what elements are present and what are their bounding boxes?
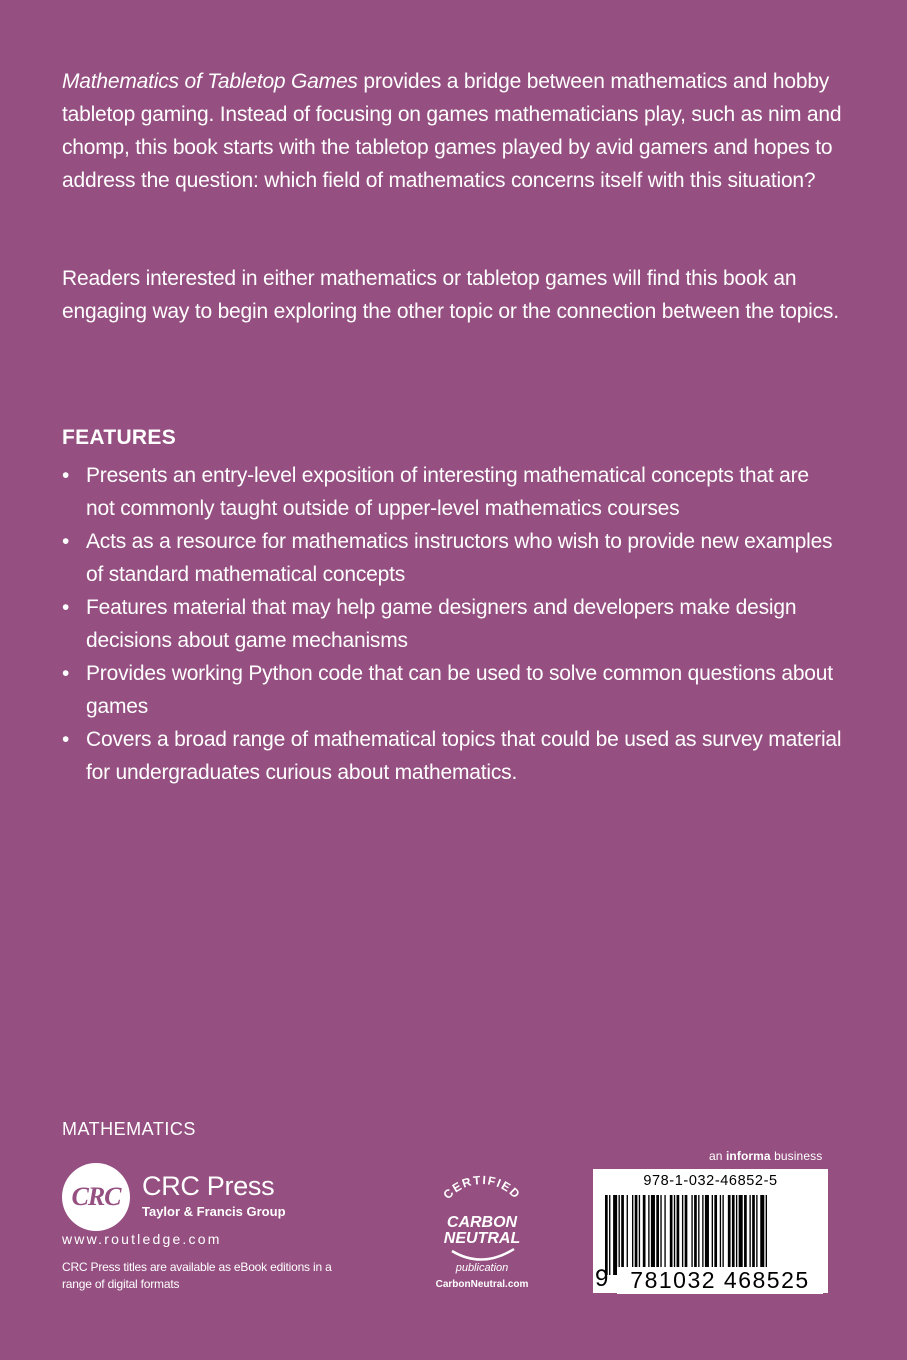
barcode-bar — [621, 1195, 624, 1275]
crc-logo-text: CRC — [71, 1182, 121, 1211]
bullet-icon: • — [62, 464, 70, 487]
barcode-bar — [698, 1195, 699, 1275]
carbon-swoosh — [452, 1249, 514, 1260]
carbon-certified-text: CERTIFIED — [440, 1175, 524, 1202]
barcode-bar — [651, 1195, 655, 1275]
barcode-bar — [749, 1195, 750, 1275]
barcode-bar — [744, 1195, 747, 1275]
features-list — [62, 459, 842, 789]
bullet-icon: • — [62, 596, 70, 619]
feature-text: Covers a broad range of mathematical topics that could be used as survey material for undergraduates curious about mathematics. — [86, 728, 842, 784]
barcode-bar — [664, 1195, 665, 1275]
barcode-bar — [609, 1195, 610, 1275]
book-title-italic: Mathematics of Tabletop Games — [62, 70, 358, 93]
carbon-line-2: NEUTRAL — [443, 1230, 521, 1247]
barcode-bar — [635, 1195, 638, 1275]
barcode-bar — [619, 1195, 620, 1275]
feature-item — [62, 591, 842, 657]
carbon-neutral-badge-icon — [422, 1175, 542, 1295]
isbn-barcode — [593, 1169, 828, 1293]
feature-text: Acts as a resource for mathematics instructors who wish to provide new examples of standard mathematical concepts — [86, 530, 833, 586]
barcode-bar — [756, 1195, 757, 1275]
bullet-icon: • — [62, 530, 70, 553]
isbn-lead-digit: 9 — [595, 1265, 609, 1292]
barcode-bar — [648, 1195, 649, 1275]
feature-text: Features material that may help game designers and developers make design decisions about game mechanisms — [86, 596, 797, 652]
isbn-hyphenated: 978-1-032-46852-5 — [643, 1173, 778, 1189]
carbon-line-1: CARBON — [446, 1214, 518, 1231]
barcode-bar — [656, 1195, 659, 1275]
barcode-bar — [677, 1195, 680, 1275]
barcode-bar — [714, 1195, 717, 1275]
barcode-bar — [766, 1195, 767, 1275]
barcode-bar — [720, 1195, 721, 1275]
barcode-bar — [694, 1195, 697, 1275]
publisher-name: CRC Press — [142, 1171, 275, 1201]
publisher-website: www.routledge.com — [62, 1231, 222, 1247]
informa-suffix: business — [770, 1149, 823, 1163]
barcode-bar — [670, 1195, 673, 1275]
barcode-bar — [639, 1195, 640, 1275]
barcode-bar — [643, 1195, 646, 1275]
carbon-publication-text: publication — [455, 1262, 509, 1274]
barcode-bar — [702, 1195, 703, 1275]
description-paragraph-1 — [62, 65, 842, 197]
barcode-bar — [752, 1195, 755, 1275]
subject-category: MATHEMATICS — [62, 1119, 196, 1139]
barcode-bar — [632, 1195, 633, 1275]
feature-item — [62, 525, 842, 591]
publisher-group: Taylor & Francis Group — [142, 1204, 286, 1219]
barcode-bar — [627, 1195, 628, 1275]
informa-tagline — [709, 1149, 822, 1163]
informa-bold: informa — [725, 1149, 771, 1163]
description-paragraph-2: Readers interested in either mathematics or tabletop games will find this book an engaging way to begin exploring the other topic or the connection between the topics. — [62, 267, 839, 323]
barcode-bar — [732, 1195, 735, 1275]
crc-logo-icon — [62, 1163, 130, 1231]
barcode-bar — [685, 1195, 688, 1275]
feature-text: Provides working Python code that can be used to solve common questions about games — [86, 662, 833, 718]
carbon-url-text: CarbonNeutral.com — [435, 1279, 529, 1290]
barcode-bar — [660, 1195, 661, 1275]
barcode-icon — [605, 1195, 819, 1275]
description-paragraph-1-text: provides a bridge between mathematics and hobby tabletop gaming. Instead of focusing on games mathematicians play, such as nim and chomp, this book starts with the tabletop games played by avid gamers and hopes to address the question: which field of mathematics concerns itself with this situation? — [62, 70, 842, 192]
barcode-bar — [605, 1195, 608, 1275]
isbn-digits: 781032 468525 — [617, 1267, 823, 1294]
barcode-bar — [736, 1195, 737, 1275]
barcode-bar — [728, 1195, 731, 1275]
barcode-bar — [682, 1195, 683, 1275]
barcode-bar — [705, 1195, 709, 1275]
ebook-note: CRC Press titles are available as eBook editions in a range of digital formats — [62, 1260, 332, 1291]
bullet-icon: • — [62, 662, 70, 685]
feature-item — [62, 657, 842, 723]
feature-text: Presents an entry-level exposition of interesting mathematical concepts that are not commonly taught outside of upper-level mathematics courses — [86, 464, 809, 520]
features-heading: FEATURES — [62, 426, 177, 449]
feature-item — [62, 459, 842, 525]
informa-prefix: an — [709, 1149, 726, 1163]
barcode-bar — [613, 1195, 617, 1275]
barcode-bar — [739, 1195, 743, 1275]
barcode-bar — [712, 1195, 713, 1275]
bullet-icon: • — [62, 728, 70, 751]
barcode-bar — [691, 1195, 692, 1275]
barcode-bar — [760, 1195, 764, 1275]
feature-item — [62, 723, 842, 789]
barcode-bar — [722, 1195, 723, 1275]
barcode-bar — [674, 1195, 675, 1275]
